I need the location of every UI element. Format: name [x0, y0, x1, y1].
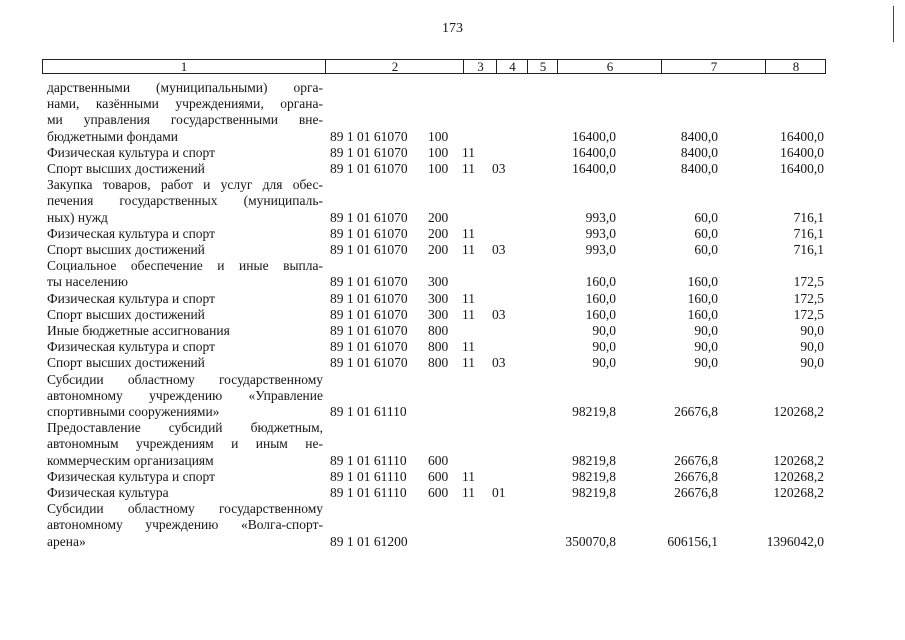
header-col-8: 8: [765, 60, 826, 73]
row-value-col-7: 90,0: [694, 323, 718, 338]
row-value-col-6: 16400,0: [572, 144, 616, 160]
row-value-col-7: 26676,8: [674, 404, 718, 419]
row-subsection: 01: [492, 485, 506, 500]
row-value-col-6: 90,0: [592, 323, 616, 338]
row-name-line: ты населению: [47, 274, 128, 290]
row-target-code: 89 1 01 61070: [330, 209, 408, 225]
row-value-col-6: 90,0: [592, 339, 616, 355]
row-name-line: нами, казёнными учреждениями, органа-: [47, 96, 323, 112]
row-value-col-8: 16400,0: [780, 161, 824, 176]
row-value-col-6: 98219,8: [572, 485, 616, 500]
header-col-2: 2: [325, 60, 464, 73]
row-name-line: Физическая культура и спорт: [47, 290, 216, 306]
row-value-col-8: 90,0: [800, 323, 824, 338]
row-section: 11: [462, 339, 475, 355]
scan-edge-mark: [893, 6, 894, 42]
row-name-line: дарственными (муниципальными) орга-: [47, 80, 323, 95]
row-target-code: 89 1 01 61070: [330, 323, 408, 338]
row-section: 11: [462, 144, 475, 160]
row-section: 11: [462, 161, 475, 176]
row-value-col-8: 716,1: [793, 225, 824, 241]
row-value-col-7: 26676,8: [674, 452, 718, 468]
header-col-6: 6: [557, 60, 662, 73]
row-value-col-8: 120268,2: [773, 452, 824, 468]
row-value-col-6: 98219,8: [572, 452, 616, 468]
row-value-col-7: 26676,8: [674, 485, 718, 500]
row-value-col-6: 16400,0: [572, 128, 616, 144]
row-expense-type: 300: [428, 290, 449, 306]
row-section: 11: [462, 306, 475, 322]
row-value-col-6: 90,0: [592, 355, 616, 371]
row-value-col-7: 90,0: [694, 355, 718, 371]
row-expense-type: 200: [428, 242, 449, 257]
row-target-code: 89 1 01 61070: [330, 242, 408, 257]
row-name-line: автономным учреждениям и иным не-: [47, 436, 323, 452]
row-value-col-8: 172,5: [793, 274, 824, 290]
row-expense-type: 200: [428, 225, 449, 241]
row-target-code: 89 1 01 61110: [330, 452, 407, 468]
row-target-code: 89 1 01 61110: [330, 404, 407, 419]
row-target-code: 89 1 01 61110: [330, 468, 407, 484]
row-value-col-7: 8400,0: [680, 128, 718, 144]
row-value-col-8: 120268,2: [773, 485, 824, 500]
row-target-code: 89 1 01 61070: [330, 225, 408, 241]
row-section: 11: [462, 468, 475, 484]
row-name-line: Физическая культура и спорт: [47, 339, 216, 355]
row-name-line: коммерческим организациям: [47, 452, 214, 468]
row-name-line: Физическая культура и спорт: [47, 144, 216, 160]
row-value-col-8: 172,5: [793, 290, 824, 306]
row-value-col-8: 90,0: [800, 355, 824, 371]
row-target-code: 89 1 01 61070: [330, 306, 408, 322]
row-name-line: печения государственных (муниципаль-: [47, 193, 323, 209]
header-col-3: 3: [463, 60, 497, 73]
row-name-line: автономному учреждению «Управление: [47, 387, 323, 403]
row-section: 11: [462, 485, 475, 500]
row-value-col-7: 8400,0: [680, 161, 718, 176]
row-name-line: бюджетными фондами: [47, 128, 178, 144]
row-value-col-8: 716,1: [793, 209, 824, 225]
row-value-col-6: 993,0: [585, 225, 616, 241]
row-value-col-8: 120268,2: [773, 468, 824, 484]
row-name-line: Закупка товаров, работ и услуг для обес-: [47, 177, 323, 193]
row-target-code: 89 1 01 61070: [330, 339, 408, 355]
row-value-col-7: 160,0: [687, 274, 718, 290]
row-expense-type: 800: [428, 339, 449, 355]
row-value-col-8: 172,5: [793, 306, 824, 322]
row-expense-type: 200: [428, 209, 449, 225]
row-expense-type: 300: [428, 274, 449, 290]
row-section: 11: [462, 355, 475, 371]
row-name-line: автономному учреждению «Волга-спорт-: [47, 517, 323, 533]
row-expense-type: 600: [428, 452, 449, 468]
header-col-1: 1: [180, 59, 188, 74]
row-name-line: спортивными сооружениями»: [47, 404, 220, 419]
row-value-col-7: 60,0: [694, 242, 718, 257]
row-name-line: Спорт высших достижений: [47, 242, 205, 257]
row-value-col-8: 16400,0: [780, 128, 824, 144]
row-target-code: 89 1 01 61070: [330, 161, 408, 176]
row-section: 11: [462, 290, 475, 306]
row-value-col-6: 98219,8: [572, 404, 616, 419]
row-value-col-7: 606156,1: [667, 533, 718, 549]
row-value-col-8: 1396042,0: [766, 533, 824, 549]
row-expense-type: 600: [428, 485, 449, 500]
row-name-line: Иные бюджетные ассигнования: [47, 323, 230, 338]
row-target-code: 89 1 01 61070: [330, 355, 408, 371]
row-subsection: 03: [492, 306, 506, 322]
row-expense-type: 100: [428, 128, 449, 144]
row-name-line: Спорт высших достижений: [47, 355, 205, 371]
row-value-col-7: 60,0: [694, 209, 718, 225]
row-subsection: 03: [492, 161, 506, 176]
row-value-col-6: 98219,8: [572, 468, 616, 484]
row-name-line: ми управления государственными вне-: [47, 112, 323, 128]
row-name-line: Социальное обеспечение и иные выпла-: [47, 258, 323, 274]
table-header: [42, 59, 826, 74]
row-value-col-7: 160,0: [687, 306, 718, 322]
row-name-line: Физическая культура и спорт: [47, 468, 216, 484]
row-target-code: 89 1 01 61200: [330, 533, 408, 549]
row-value-col-6: 160,0: [585, 290, 616, 306]
row-target-code: 89 1 01 61070: [330, 128, 408, 144]
row-target-code: 89 1 01 61070: [330, 144, 408, 160]
row-name-line: Спорт высших достижений: [47, 306, 205, 322]
row-subsection: 03: [492, 355, 506, 371]
row-expense-type: 800: [428, 323, 449, 338]
row-value-col-6: 16400,0: [572, 161, 616, 176]
row-value-col-7: 26676,8: [674, 468, 718, 484]
row-value-col-8: 716,1: [793, 242, 824, 257]
row-target-code: 89 1 01 61070: [330, 290, 408, 306]
row-target-code: 89 1 01 61110: [330, 485, 407, 500]
row-section: 11: [462, 225, 475, 241]
row-expense-type: 300: [428, 306, 449, 322]
row-name-line: Субсидии областному государственному: [47, 501, 323, 517]
row-expense-type: 800: [428, 355, 449, 371]
row-value-col-6: 160,0: [585, 274, 616, 290]
row-value-col-6: 993,0: [585, 209, 616, 225]
row-expense-type: 600: [428, 468, 449, 484]
row-name-line: Спорт высших достижений: [47, 161, 205, 176]
row-value-col-7: 160,0: [687, 290, 718, 306]
row-name-line: ных) нужд: [47, 209, 108, 225]
header-col-4: 4: [496, 60, 528, 73]
row-subsection: 03: [492, 242, 506, 257]
row-expense-type: 100: [428, 161, 449, 176]
header-col-5: 5: [527, 60, 558, 73]
row-name-line: Физическая культура и спорт: [47, 225, 216, 241]
row-expense-type: 100: [428, 144, 449, 160]
row-value-col-6: 350070,8: [565, 533, 616, 549]
row-name-line: Субсидии областному государственному: [47, 371, 323, 387]
row-target-code: 89 1 01 61070: [330, 274, 408, 290]
row-name-line: арена»: [47, 533, 86, 549]
header-col-7: 7: [661, 60, 766, 73]
row-value-col-8: 16400,0: [780, 144, 824, 160]
row-name-line: Предоставление субсидий бюджетным,: [47, 420, 323, 436]
row-value-col-8: 120268,2: [773, 404, 824, 419]
row-value-col-8: 90,0: [800, 339, 824, 355]
page-number: 173: [442, 21, 463, 36]
row-value-col-6: 993,0: [585, 242, 616, 257]
row-value-col-7: 90,0: [694, 339, 718, 355]
row-section: 11: [462, 242, 475, 257]
row-value-col-7: 60,0: [694, 225, 718, 241]
row-value-col-7: 8400,0: [680, 144, 718, 160]
row-name-line: Физическая культура: [47, 485, 169, 500]
row-value-col-6: 160,0: [585, 306, 616, 322]
